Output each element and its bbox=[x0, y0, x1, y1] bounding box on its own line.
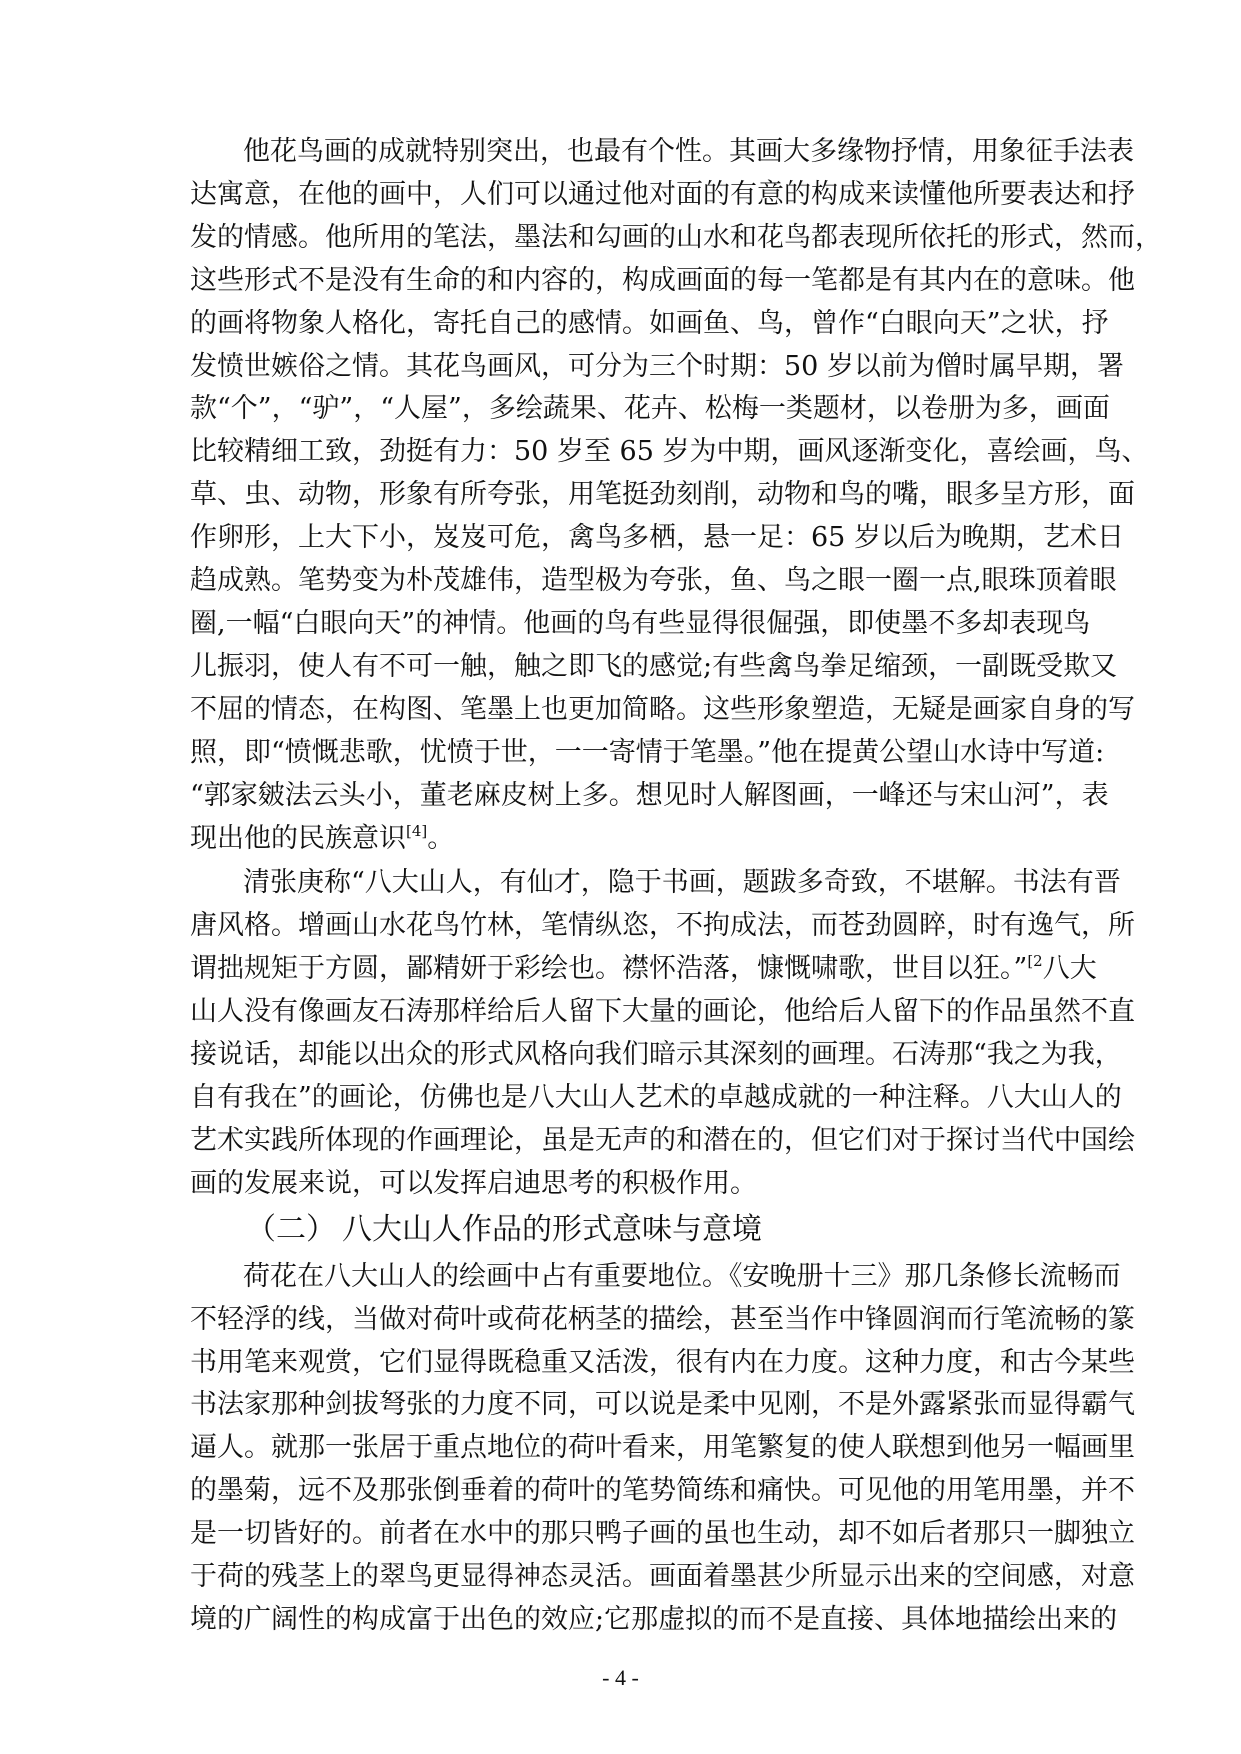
text-line: 逼人。就那一张居于重点地位的荷叶看来，用笔繁复的使人联想到他另一幅画里 bbox=[190, 1432, 1135, 1464]
text-line: 他花鸟画的成就特别突出，也最有个性。其画大多缘物抒情，用象征手法表 bbox=[243, 136, 1134, 167]
text-line: 圈,一幅“白眼向天”的神情。他画的鸟有些显得很倔强，即使墨不多却表现鸟 bbox=[190, 608, 1091, 640]
text-line: 发的情感。他所用的笔法，墨法和勾画的山水和花鸟都表现所依托的形式，然而， bbox=[190, 221, 1162, 253]
line-text: 谓拙规矩于方圆，鄙精妍于彩绘也。襟怀浩落，慷慨啸歌，世目以狂。” bbox=[190, 953, 1028, 985]
line-text: 。 bbox=[427, 822, 455, 854]
text-line: 比较精细工致，劲挺有力：50 岁至 65 岁为中期，画风逐渐变化，喜绘画，鸟、 bbox=[190, 436, 1149, 468]
text-line: 于荷的残茎上的翠鸟更显得神态灵活。画面着墨甚少所显示出来的空间感，对意 bbox=[190, 1561, 1135, 1593]
text-line: 清张庚称“八大山人，有仙才，隐于书画，题跋多奇致，不堪解。书法有晋 bbox=[243, 867, 1121, 899]
text-line: 儿振羽，使人有不可一触，触之即飞的感觉;有些禽鸟拳足缩颈，一副既受欺又 bbox=[190, 650, 1118, 682]
page-number: - 4 - bbox=[602, 1665, 639, 1690]
text-line: 不轻浮的线，当做对荷叶或荷花柄茎的描绘，甚至当作中锋圆润而行笔流畅的篆 bbox=[190, 1303, 1135, 1335]
section-number: （二） bbox=[246, 1212, 336, 1248]
line-text: 现出他的民族意识 bbox=[190, 822, 406, 854]
text-line: 山人没有像画友石涛那样给后人留下大量的画论，他给后人留下的作品虽然不直 bbox=[190, 996, 1135, 1028]
text-line: 达寓意，在他的画中，人们可以通过他对面的有意的构成来读懂他所要表达和抒 bbox=[190, 178, 1135, 210]
text-line: 自有我在”的画论，仿佛也是八大山人艺术的卓越成就的一种注释。八大山人的 bbox=[190, 1081, 1122, 1113]
text-line: 唐风格。增画山水花鸟竹林，笔情纵恣，不拘成法，而苍劲圆睟，时有逸气，所 bbox=[190, 910, 1135, 942]
citation-ref[interactable]: [4] bbox=[406, 821, 428, 840]
text-line bbox=[190, 819, 1058, 859]
text-line: 书法家那种剑拔弩张的力度不同，可以说是柔中见刚，不是外露紧张而显得霸气 bbox=[190, 1389, 1135, 1421]
text-line: 照，即“愤慨悲歌，忧愤于世，一一寄情于笔墨。”他在提黄公望山水诗中写道: bbox=[190, 736, 1105, 768]
text-line: 趋成熟。笔势变为朴茂雄伟，造型极为夸张，鱼、鸟之眼一圈一点,眼珠顶着眼 bbox=[190, 565, 1117, 597]
text-line: 草、虫、动物，形象有所夸张，用笔挺劲刻削，动物和鸟的嘴，眼多呈方形，面 bbox=[190, 479, 1135, 511]
text-line: 荷花在八大山人的绘画中占有重要地位。《安晚册十三》那几条修长流畅而 bbox=[243, 1260, 1121, 1292]
text-line: 境的广阔性的构成富于出色的效应;它那虚拟的而不是直接、具体地描绘出来的 bbox=[190, 1604, 1118, 1635]
line-text: 八大 bbox=[1042, 953, 1097, 985]
text-line: 的画将物象人格化，寄托自己的感情。如画鱼、鸟，曾作“白眼向天”之状，抒 bbox=[190, 307, 1109, 339]
citation-ref[interactable]: [2 bbox=[1027, 952, 1043, 971]
text-line: 款“个”，“驴”，“人屋”，多绘蔬果、花卉、松梅一类题材，以卷册为多，画面 bbox=[190, 393, 1110, 425]
text-line: 接说话，却能以出众的形式风格向我们暗示其深刻的画理。石涛那“我之为我， bbox=[190, 1038, 1122, 1070]
section-title: 八大山人作品的形式意味与意境 bbox=[342, 1212, 762, 1248]
text-line bbox=[190, 949, 1097, 989]
text-line: 的墨菊，远不及那张倒垂着的荷叶的笔势简练和痛快。可见他的用笔用墨，并不 bbox=[190, 1475, 1135, 1507]
text-line: 作卵形，上大下小，岌岌可危，禽鸟多栖，悬一足：65 岁以后为晚期，艺术日 bbox=[190, 522, 1124, 554]
text-line: 是一切皆好的。前者在水中的那只鸭子画的虽也生动，却不如后者那只一脚独立 bbox=[190, 1518, 1135, 1550]
text-line: 艺术实践所体现的作画理论，虽是无声的和潜在的，但它们对于探讨当代中国绘 bbox=[190, 1124, 1135, 1156]
text-line: “郭家皴法云头小，董老麻皮树上多。想见时人解图画，一峰还与宋山河”，表 bbox=[190, 779, 1109, 811]
section-heading bbox=[246, 1208, 762, 1252]
text-line: 不屈的情态，在构图、笔墨上也更加简略。这些形象塑造，无疑是画家自身的写 bbox=[190, 693, 1135, 725]
text-line: 这些形式不是没有生命的和内容的，构成画面的每一笔都是有其内在的意味。他 bbox=[190, 264, 1135, 296]
text-line: 书用笔来观赏，它们显得既稳重又活泼，很有内在力度。这种力度，和古今某些 bbox=[190, 1346, 1135, 1378]
text-line: 发愤世嫉俗之情。其花鸟画风，可分为三个时期：50 岁以前为僧时属早期，署 bbox=[190, 350, 1124, 382]
text-line: 画的发展来说，可以发挥启迪思考的积极作用。 bbox=[190, 1167, 757, 1199]
